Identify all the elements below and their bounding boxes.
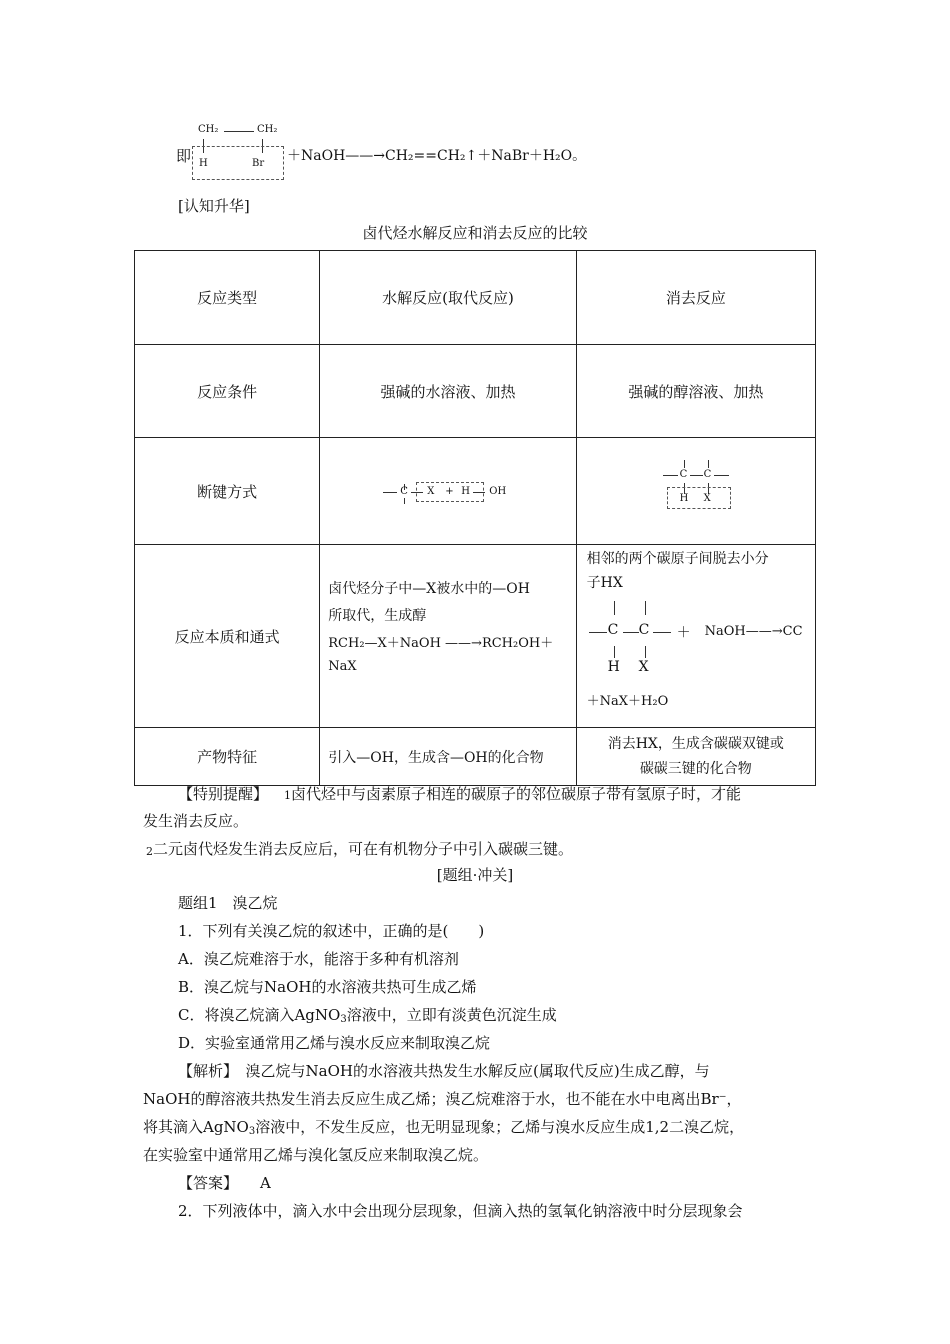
- answer-line: [178, 1172, 271, 1193]
- analysis-line3-pre: 将其滴入AgNO: [143, 1118, 249, 1136]
- product-hydrolysis-text: 引入—OH，生成含—OH的化合物: [328, 749, 544, 766]
- q1-option-c-pre: C．将溴乙烷滴入AgNO: [178, 1006, 341, 1024]
- eli-c2-label: C: [703, 469, 712, 480]
- row-bond-elimination: [576, 438, 815, 545]
- comparison-table: [134, 250, 816, 786]
- group1-title: 题组1 溴乙烷: [178, 894, 278, 912]
- analysis-line4: 在实验室中通常用乙烯与溴化氢反应来制取溴乙烷。: [143, 1146, 489, 1164]
- analysis-line3-post: 溶液中，不发生反应，也无明显现象；乙烯与溴水反应生成1,2二溴乙烷，: [255, 1118, 745, 1136]
- row-essence-label: 反应本质和通式: [135, 545, 320, 728]
- bond-line: [690, 475, 703, 476]
- analysis-label: 【解析】: [178, 1062, 231, 1080]
- hyd-h-label: H: [461, 486, 470, 497]
- eli-h-label: H: [679, 493, 689, 504]
- bond-line: [383, 492, 397, 493]
- row-product-label: 产物特征: [135, 728, 320, 786]
- tips-label: 【特别提醒】: [178, 785, 269, 803]
- eli-essence-c1: C: [607, 622, 619, 638]
- hyd-essence-line1: 卤代烃分子中—X被水中的—OH: [328, 581, 530, 597]
- analysis-text-1: 溴乙烷与NaOH的水溶液共热发生水解反应(属取代反应)生成乙醇，与: [230, 1062, 710, 1080]
- bond-line: [714, 475, 729, 476]
- row-type-label: 反应类型: [135, 251, 320, 345]
- hydrolysis-bond-structure: [320, 438, 575, 544]
- hyd-essence-line4: NaX: [328, 659, 357, 674]
- bond-line: [684, 460, 685, 468]
- table-row-bond: [135, 438, 816, 545]
- eli-essence-plus: ＋: [676, 625, 691, 641]
- table-row-condition: [135, 345, 816, 438]
- analysis-line3: [143, 1116, 744, 1137]
- q1-option-c: [178, 1004, 557, 1025]
- row-condition-label: 反应条件: [135, 345, 320, 438]
- q1-option-b: B．溴乙烷与NaOH的水溶液共热可生成乙烯: [178, 978, 477, 996]
- hyd-essence-line2: 所取代，生成醇: [328, 608, 427, 624]
- product-elimination-line2: 碳碳三键的化合物: [639, 760, 752, 777]
- tips-item1-text-b: 发生消去反应。: [143, 812, 249, 830]
- row-bond-hydrolysis: [320, 438, 576, 545]
- eli-c1-label: C: [679, 469, 688, 480]
- equation-prefix: 即: [176, 147, 192, 165]
- table-row-type: [135, 251, 816, 345]
- row-type-hydrolysis: 水解反应(取代反应): [320, 251, 576, 345]
- row-condition-elimination: 强碱的醇溶液、加热: [576, 345, 815, 438]
- hyd-x-label: X: [427, 486, 435, 497]
- table-title: 卤代烃水解反应和消去反应的比较: [362, 224, 588, 242]
- eli-essence-line4: ＋NaX＋H₂O: [586, 694, 669, 709]
- bond-line: [614, 601, 615, 615]
- bond-line: [623, 632, 639, 633]
- tips-item1-number: 1: [284, 789, 291, 802]
- eli-x-label: X: [703, 493, 711, 504]
- row-condition-hydrolysis: 强碱的水溶液、加热: [320, 345, 576, 438]
- row-bond-label: 断键方式: [135, 438, 320, 545]
- hydrolysis-essence-box: [320, 545, 575, 727]
- bond-line: [473, 492, 485, 493]
- tips-item1-text-a: 卤代烃中与卤素原子相连的碳原子的邻位碳原子带有氢原子时，才能: [291, 785, 742, 803]
- table-row-essence: [135, 545, 816, 728]
- q1-option-a: A．溴乙烷难溶于水，能溶于多种有机溶剂: [178, 950, 459, 968]
- bond-line: [614, 646, 615, 658]
- group-header: [题组·冲关]: [436, 866, 514, 884]
- q1-stem: 1．下列有关溴乙烷的叙述中，正确的是( ): [178, 922, 485, 940]
- analysis-line3-sub: 3: [248, 1126, 256, 1137]
- analysis-line1: [178, 1060, 710, 1081]
- eli-essence-line1: 相邻的两个碳原子间脱去小分: [586, 551, 769, 567]
- analysis-line2: NaOH的醇溶液共热发生消去反应生成乙烯；溴乙烷难溶于水，也不能在水中电离出Br⁻，: [143, 1090, 742, 1108]
- bond-line: [653, 632, 671, 633]
- row-product-hydrolysis: [320, 728, 576, 786]
- row-type-elimination: 消去反应: [576, 251, 815, 345]
- product-elimination-line1: 消去HX，生成含碳碳双键或: [607, 735, 784, 752]
- q1-option-c-post: 溶液中，立即有淡黄色沉淀生成: [346, 1006, 557, 1024]
- ch2-right-label: CH₂: [257, 124, 278, 135]
- h-atom-label: H: [199, 158, 208, 169]
- bond-line: [404, 498, 405, 504]
- q1-option-d: D．实验室通常用乙烯与溴水反应来制取溴乙烷: [178, 1034, 491, 1052]
- eli-essence-line2: 子HX: [586, 575, 623, 591]
- bond-line: [663, 475, 678, 476]
- section-label: [认知升华]: [178, 197, 250, 215]
- bond-line: [708, 460, 709, 468]
- table-row-product: [135, 728, 816, 786]
- eli-essence-h: H: [607, 659, 620, 675]
- answer-label: 【答案】: [178, 1174, 239, 1192]
- q1-option-c-sub: 3: [340, 1014, 347, 1025]
- ch2-left-label: CH₂: [198, 124, 219, 135]
- q2-stem: 2．下列液体中，滴入水中会出现分层现象，但滴入热的氢氧化钠溶液中时分层现象会: [178, 1202, 743, 1220]
- tips-item2-number: 2: [146, 845, 153, 858]
- bond-line: [645, 646, 646, 658]
- elimination-essence-box: [577, 545, 815, 727]
- answer-value: A: [260, 1174, 271, 1192]
- row-product-elimination: [576, 728, 815, 786]
- equation-rest: ＋NaOH——→CH₂==CH₂↑＋NaBr＋H₂O。: [287, 148, 587, 164]
- eli-essence-x: X: [638, 659, 649, 675]
- eli-essence-naoh: NaOH——→CC: [704, 624, 803, 639]
- hyd-oh-label: OH: [489, 486, 507, 497]
- hyd-c-label: C: [400, 486, 408, 497]
- hyd-plus-label: +: [445, 486, 454, 497]
- hyd-essence-line3: RCH₂—X＋NaOH ——→RCH₂OH＋: [328, 636, 554, 651]
- tips-item2-text: 二元卤代烃发生消去反应后，可在有机物分子中引入碳碳三键。: [153, 840, 574, 858]
- bond-line: [645, 601, 646, 615]
- elimination-bond-structure: [577, 438, 815, 544]
- bond-line: [224, 131, 254, 132]
- br-atom-label: Br: [252, 158, 265, 169]
- eli-dashed-box: [667, 487, 731, 509]
- eli-essence-c2: C: [638, 622, 650, 638]
- row-essence-elimination: [576, 545, 815, 728]
- bond-line: [589, 632, 607, 633]
- row-essence-hydrolysis: [320, 545, 576, 728]
